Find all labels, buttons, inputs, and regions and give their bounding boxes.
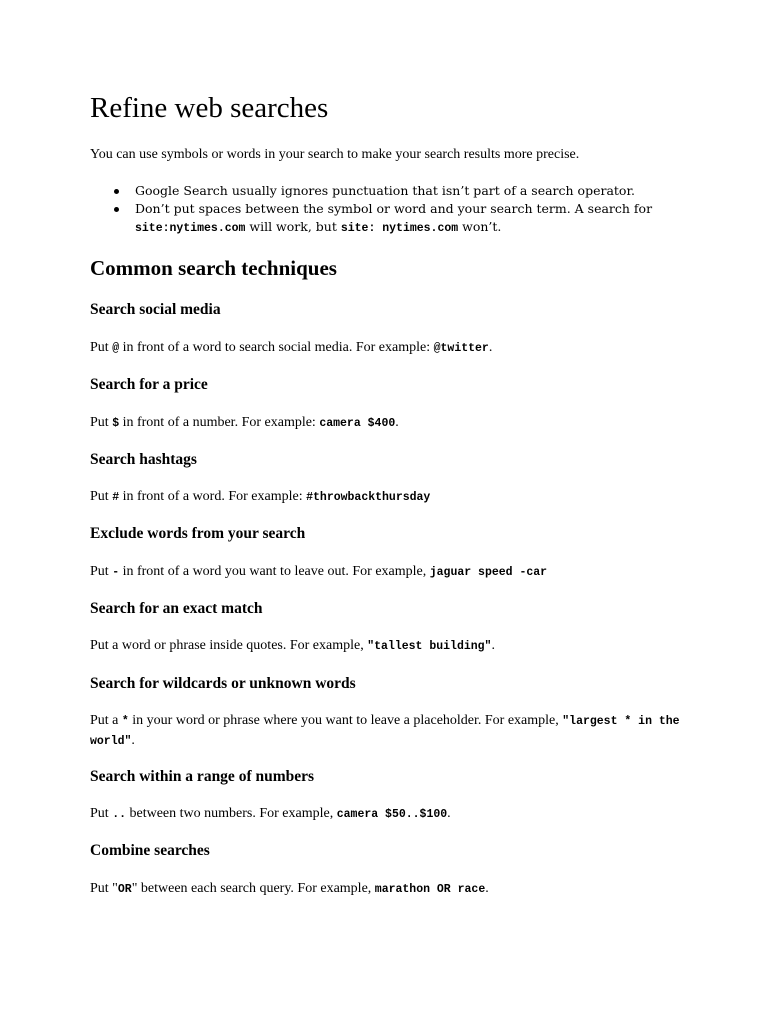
- operator-symbol: $: [112, 417, 120, 430]
- operator-symbol: -: [112, 566, 120, 579]
- paragraph-exact-match: [90, 636, 690, 656]
- heading-combine-searches: Combine searches: [90, 842, 210, 859]
- code-example: "largest * in the world": [90, 715, 680, 748]
- text: .: [395, 415, 399, 430]
- heading-exclude-words: Exclude words from your search: [90, 525, 306, 542]
- text: Put: [90, 564, 113, 579]
- paragraph-wildcards: [90, 711, 690, 751]
- paragraph-number-range: [90, 804, 690, 824]
- operator-symbol: @: [112, 342, 120, 355]
- code-example: #throwbackthursday: [306, 491, 431, 504]
- tips-list: [90, 182, 652, 238]
- text: .: [488, 340, 493, 355]
- text: in front of a word to search social media. For example:: [119, 340, 434, 355]
- operator-symbol: OR: [117, 883, 132, 896]
- text: Put a: [90, 713, 122, 728]
- text: in your word or phrase where you want to leave a placeholder. For example,: [128, 713, 563, 728]
- paragraph-hashtags: [90, 487, 690, 507]
- text: Put a word or phrase inside quotes. For example,: [90, 638, 368, 653]
- operator-symbol: ..: [112, 808, 126, 821]
- heading-social-media: Search social media: [90, 301, 221, 318]
- text: in front of a word you want to leave out. For example,: [119, 564, 430, 579]
- heading-wildcards: Search for wildcards or unknown words: [90, 675, 356, 692]
- text: .: [131, 733, 135, 748]
- text: .: [491, 638, 495, 653]
- paragraph-combine-searches: [90, 879, 690, 899]
- text: Put: [90, 340, 113, 355]
- paragraph-exclude-words: [90, 562, 690, 582]
- text: .: [485, 881, 489, 896]
- tip-text: won’t.: [458, 219, 502, 234]
- operator-symbol: *: [121, 715, 129, 728]
- tip-text: will work, but: [245, 219, 341, 234]
- text: in front of a word. For example:: [119, 489, 307, 504]
- tip-item-punctuation: [135, 182, 652, 200]
- operator-symbol: #: [112, 491, 120, 504]
- text: .: [447, 806, 451, 821]
- text: " between each search query. For example,: [131, 881, 375, 896]
- paragraph-price: [90, 413, 690, 433]
- code-example: camera $400: [319, 417, 396, 430]
- heading-price: Search for a price: [90, 376, 208, 393]
- tip-text: Google Search usually ignores punctuation that isn’t part of a search operator.: [135, 183, 636, 198]
- code-example: site: nytimes.com: [340, 222, 459, 235]
- code-example: "tallest building": [367, 640, 492, 653]
- heading-number-range: Search within a range of numbers: [90, 768, 315, 785]
- code-example: @twitter: [433, 342, 489, 355]
- section-title: Common search techniques: [90, 256, 337, 280]
- intro-paragraph: You can use symbols or words in your search to make your search results more precise.: [90, 147, 580, 162]
- text: Put: [90, 415, 113, 430]
- tip-text: Don’t put spaces between the symbol or word and your search term. A search for: [135, 201, 653, 216]
- text: between two numbers. For example,: [126, 806, 337, 821]
- heading-exact-match: Search for an exact match: [90, 600, 263, 617]
- code-example: marathon OR race: [374, 883, 486, 896]
- code-example: site:nytimes.com: [135, 222, 246, 235]
- text: Put: [90, 806, 113, 821]
- page-title: Refine web searches: [90, 92, 329, 124]
- code-example: camera $50..$100: [336, 808, 448, 821]
- tip-item-spaces: [135, 200, 652, 238]
- heading-hashtags: Search hashtags: [90, 451, 197, 468]
- text: Put: [90, 489, 113, 504]
- code-example: jaguar speed -car: [429, 566, 548, 579]
- paragraph-social-media: [90, 338, 690, 358]
- text: Put ": [90, 881, 118, 896]
- text: in front of a number. For example:: [119, 415, 320, 430]
